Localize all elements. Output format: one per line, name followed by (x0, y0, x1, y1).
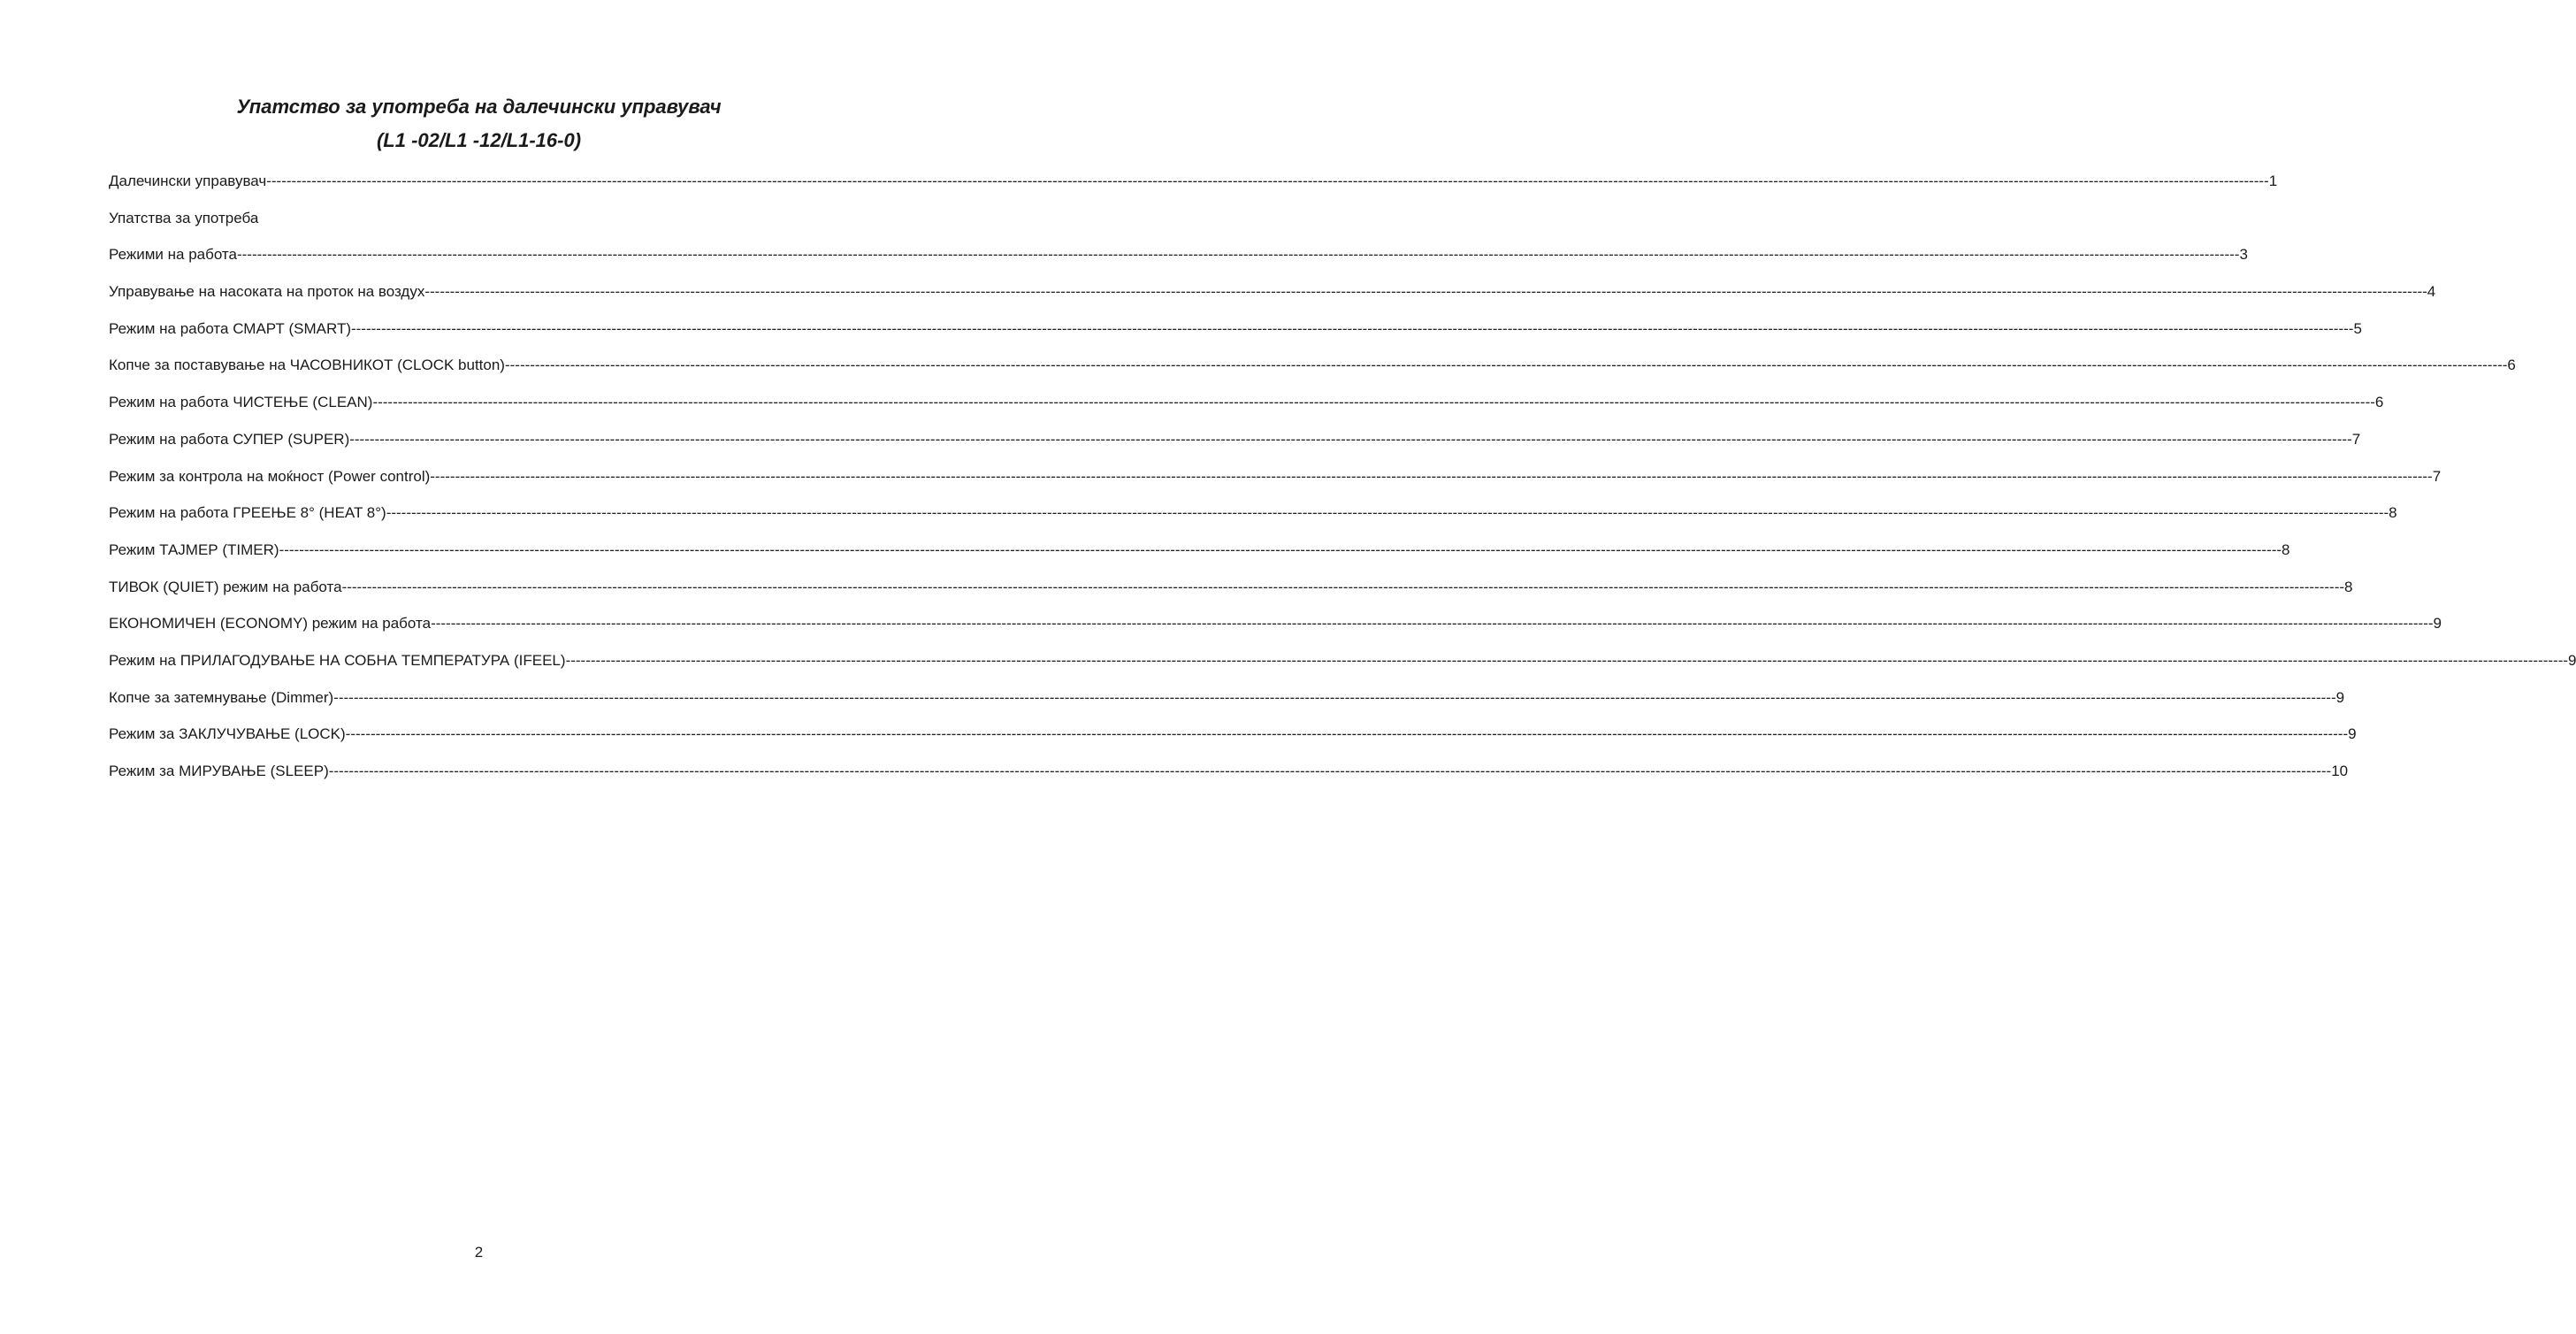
toc-entry-label: ЕКОНОМИЧЕН (ECONOMY) режим на работа (109, 615, 432, 632)
toc-leader-dashes: ---------------------------------------------------------------------------------------------------------------------------------------------------------------------------------------------------------------------------------------------------------------------------------------------------------------------------------------------------------------------------------------------------------------- (372, 394, 2375, 411)
toc-entry (109, 614, 2442, 651)
toc-entry-page: 7 (2432, 467, 2442, 485)
toc-entry-label: Управување на насоката на проток на воздух (109, 283, 425, 301)
toc-entry (109, 503, 2397, 540)
toc-leader-dashes: ---------------------------------------------------------------------------------------------------------------------------------------------------------------------------------------------------------------------------------------------------------------------------------------------------------------------------------------------------------------------------------------------------------------- (350, 319, 2354, 337)
toc-entry-page: 8 (2344, 578, 2353, 595)
toc-entry-page: 3 (2239, 246, 2248, 264)
toc-entry-label: Режим на работа ГРЕЕЊЕ 8° (HEAT 8°) (109, 504, 386, 522)
toc-entry-page: 7 (2351, 430, 2361, 448)
toc-leader-dashes: ---------------------------------------------------------------------------------------------------------------------------------------------------------------------------------------------------------------------------------------------------------------------------------------------------------------------------------------------------------------------------------------------------------------- (424, 283, 2427, 301)
toc-entry-label: Далечински управувач (109, 172, 267, 189)
toc-leader-dashes: ---------------------------------------------------------------------------------------------------------------------------------------------------------------------------------------------------------------------------------------------------------------------------------------------------------------------------------------------------------------------------------------------------------------- (333, 688, 2336, 706)
table-of-contents (109, 172, 2576, 799)
toc-leader-dashes: ---------------------------------------------------------------------------------------------------------------------------------------------------------------------------------------------------------------------------------------------------------------------------------------------------------------------------------------------------------------------------------------------------------------- (349, 430, 2352, 448)
toc-entry-page: 1 (2268, 172, 2278, 189)
toc-entry (109, 356, 2516, 393)
toc-entry-label: Режим на ПРИЛАГОДУВАЊЕ НА СОБНА ТЕМПЕРАТУРА (IFEEL) (109, 651, 566, 669)
toc-entry (109, 688, 2345, 725)
toc-entry-page: 9 (2568, 651, 2576, 669)
toc-entry (109, 319, 2362, 356)
toc-entry-page: 9 (2433, 615, 2442, 632)
toc-entry-page: 6 (2507, 356, 2516, 374)
toc-entry-label: Режим на работа СУПЕР (SUPER) (109, 430, 350, 448)
toc-leader-dashes: ---------------------------------------------------------------------------------------------------------------------------------------------------------------------------------------------------------------------------------------------------------------------------------------------------------------------------------------------------------------------------------------------------------------- (430, 467, 2433, 485)
toc-entry-page: 9 (2348, 725, 2357, 743)
document-title: Упатство за употреба на далечински управувач (236, 96, 722, 118)
toc-entry-label: Режими на работа (109, 246, 237, 264)
toc-entry-label: Режим ТАЈМЕР (TIMER) (109, 540, 279, 558)
toc-entry-label: ТИВОК (QUIET) режим на работа (109, 578, 342, 595)
toc-entry (109, 282, 2436, 319)
toc-entry (109, 578, 2353, 615)
toc-entry-label: Режим на работа СМАРТ (SMART) (109, 319, 351, 337)
toc-entry (109, 724, 2357, 762)
toc-entry-label: Режим за контрола на моќност (Power control) (109, 467, 431, 485)
toc-leader-dashes: ---------------------------------------------------------------------------------------------------------------------------------------------------------------------------------------------------------------------------------------------------------------------------------------------------------------------------------------------------------------------------------------------------------------- (386, 504, 2389, 522)
toc-entry-label: Режим на работа ЧИСТЕЊЕ (CLEAN) (109, 394, 373, 411)
toc-leader-dashes: ---------------------------------------------------------------------------------------------------------------------------------------------------------------------------------------------------------------------------------------------------------------------------------------------------------------------------------------------------------------------------------------------------------------- (279, 540, 2282, 558)
toc-entry-page: 8 (2389, 504, 2397, 522)
toc-leader-dashes: ---------------------------------------------------------------------------------------------------------------------------------------------------------------------------------------------------------------------------------------------------------------------------------------------------------------------------------------------------------------------------------------------------------------- (345, 725, 2349, 743)
toc-entry (109, 172, 2278, 209)
toc-entry-label: Режим за ЗАКЛУЧУВАЊЕ (LOCK) (109, 725, 346, 743)
toc-leader-dashes: ---------------------------------------------------------------------------------------------------------------------------------------------------------------------------------------------------------------------------------------------------------------------------------------------------------------------------------------------------------------------------------------------------------------- (236, 246, 2240, 264)
toc-entry-label: Упатства за употреба (109, 209, 259, 226)
toc-leader-dashes: ---------------------------------------------------------------------------------------------------------------------------------------------------------------------------------------------------------------------------------------------------------------------------------------------------------------------------------------------------------------------------------------------------------------- (431, 615, 2434, 632)
toc-entry-page: 10 (2331, 763, 2349, 779)
toc-entry (109, 209, 847, 246)
toc-entry (109, 393, 2384, 430)
toc-entry (109, 430, 2361, 467)
toc-leader-dashes: ---------------------------------------------------------------------------------------------------------------------------------------------------------------------------------------------------------------------------------------------------------------------------------------------------------------------------------------------------------------------------------------------------------------- (266, 172, 2269, 189)
toc-entry (109, 651, 2576, 688)
toc-entry (109, 540, 2290, 578)
toc-entry-page: 4 (2427, 283, 2436, 301)
toc-leader-dashes: ---------------------------------------------------------------------------------------------------------------------------------------------------------------------------------------------------------------------------------------------------------------------------------------------------------------------------------------------------------------------------------------------------------------- (565, 651, 2569, 669)
toc-entry-label: Копче за поставување на ЧАСОВНИКОТ (CLOCK button) (109, 356, 505, 374)
toc-entry-label: Режим за МИРУВАЊЕ (SLEEP) (109, 763, 329, 779)
toc-leader-dashes: ---------------------------------------------------------------------------------------------------------------------------------------------------------------------------------------------------------------------------------------------------------------------------------------------------------------------------------------------------------------------------------------------------------------- (504, 356, 2508, 374)
toc-entry (109, 467, 2442, 504)
toc-entry (109, 245, 2248, 282)
toc-entry-page: 8 (2282, 540, 2290, 558)
toc-entry-page: 6 (2374, 394, 2384, 411)
toc-leader-dashes: ---------------------------------------------------------------------------------------------------------------------------------------------------------------------------------------------------------------------------------------------------------------------------------------------------------------------------------------------------------------------------------------------------------------- (328, 763, 2332, 779)
toc-leader-dashes: ---------------------------------------------------------------------------------------------------------------------------------------------------------------------------------------------------------------------------------------------------------------------------------------------------------------------------------------------------------------------------------------------------------------- (341, 578, 2345, 595)
toc-entry-page: 5 (2353, 319, 2362, 337)
toc-entry-label: Копче за затемнување (Dimmer) (109, 688, 334, 706)
toc-entry (109, 762, 2349, 799)
page-number: 2 (474, 1244, 484, 1261)
toc-entry-page: 9 (2335, 688, 2345, 706)
document-model-subtitle: (L1 -02/L1 -12/L1-16-0) (376, 129, 582, 151)
